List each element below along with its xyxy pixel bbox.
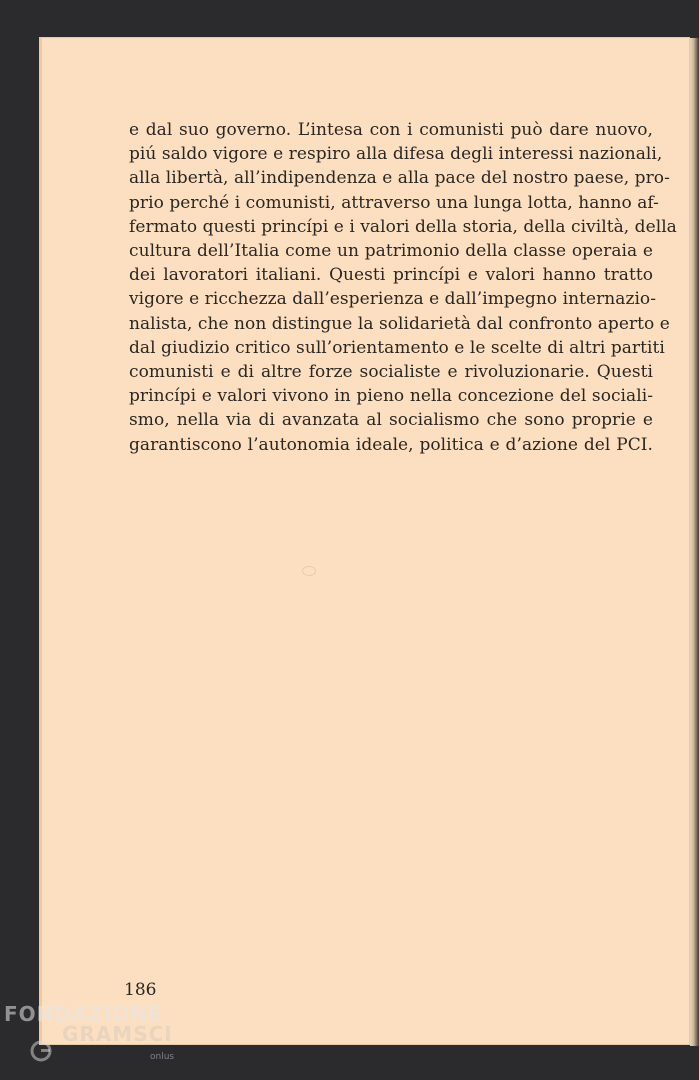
text-line: fermato questi princípi e i valori della storia, della civiltà, della [129, 216, 677, 237]
text-line: dal giudizio critico sull’orientamento e le scelte di altri partiti [129, 337, 665, 358]
text-line: garantiscono l’autonomia ideale, politica e d’azione del PCI. [129, 434, 653, 455]
text-line: prio perché i comunisti, attraverso una lunga lotta, hanno af- [129, 192, 659, 213]
watermark-line-1: FONDAZIONE [4, 1002, 163, 1026]
page-number: 186 [124, 980, 157, 1000]
text-line: smo, nella via di avanzata al socialismo che sono proprie e [129, 410, 653, 431]
text-line: nalista, che non distingue la solidarietà dal confronto aperto e [129, 313, 670, 334]
body-text [129, 118, 677, 457]
text-line: piú saldo vigore e respiro alla difesa degli interessi nazionali, [129, 144, 663, 165]
text-line: princípi e valori vivono in pieno nella concezione del sociali- [129, 386, 653, 407]
page-left-edge [39, 37, 42, 1045]
watermark-onlus: onlus [150, 1052, 175, 1062]
text-line: cultura dell’Italia come un patrimonio della classe operaia e [129, 241, 653, 262]
page-stack-edge [690, 38, 699, 1046]
watermark-line-2: GRAMSCI [62, 1022, 173, 1046]
text-line: comunisti e di altre forze socialiste e rivoluzionarie. Questi [129, 362, 653, 383]
paper-smudge [302, 566, 316, 576]
text-line: e dal suo governo. L’intesa con i comunisti può dare nuovo, [129, 120, 653, 140]
text-line: vigore e ricchezza dall’esperienza e dall’impegno internazio- [129, 289, 657, 310]
text-line: dei lavoratori italiani. Questi princípi e valori hanno tratto [129, 265, 653, 286]
text-line: alla libertà, all’indipendenza e alla pace del nostro paese, pro- [129, 168, 670, 189]
